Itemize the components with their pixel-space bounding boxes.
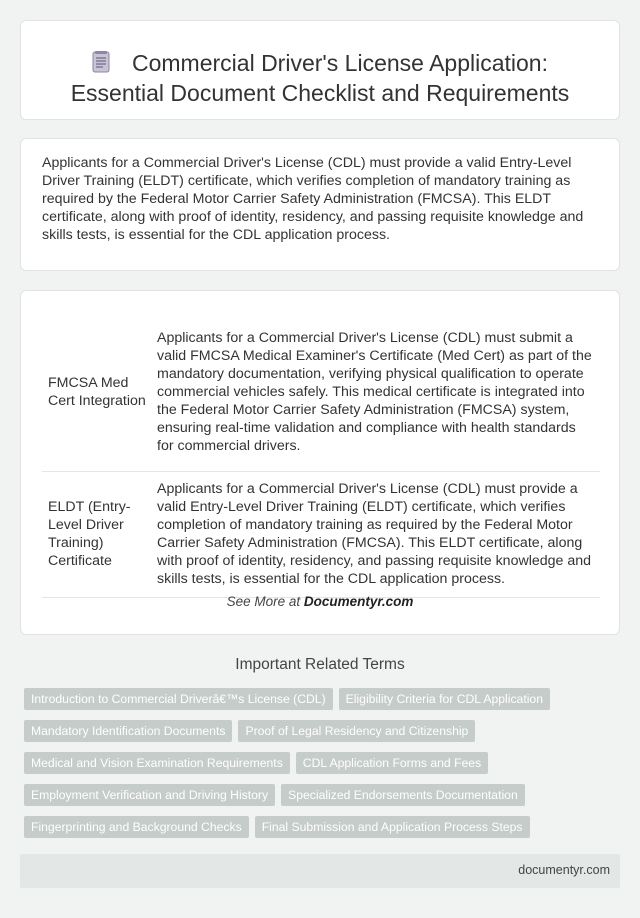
related-term-tag[interactable]: Introduction to Commercial Driverâ€™s License (CDL) [24, 688, 333, 710]
tag-row [24, 688, 556, 710]
related-term-tag[interactable]: Final Submission and Application Process Steps [255, 816, 530, 838]
title-line-1: Commercial Driver's License Application: [132, 50, 548, 76]
related-term-tag[interactable]: CDL Application Forms and Fees [296, 752, 488, 774]
related-term-tag[interactable]: Mandatory Identification Documents [24, 720, 232, 742]
related-term-tag[interactable]: Fingerprinting and Background Checks [24, 816, 249, 838]
related-term-tag[interactable]: Specialized Endorsements Documentation [281, 784, 525, 806]
table-row [42, 471, 600, 597]
title-line-2: Essential Document Checklist and Requirements [70, 80, 570, 106]
related-terms-heading: Important Related Terms [235, 656, 405, 673]
description-cell: Applicants for a Commercial Driver's License (CDL) must submit a valid FMCSA Medical Examiner's Certificate (Med Cert) as part of the mandatory documentation, verifying physical qualification to operate commercial vehicles safely. This medical certificate is integrated into the Federal Motor Carrier Safety Administration (FMCSA) system, ensuring real-time validation and compliance with health standards for commercial drivers. [153, 314, 600, 471]
table-row [42, 314, 600, 471]
related-term-tag[interactable]: Eligibility Criteria for CDL Application [339, 688, 550, 710]
tag-row [24, 816, 536, 838]
term-cell: FMCSA Med Cert Integration [42, 314, 153, 471]
intro-card [20, 138, 620, 271]
title-card [20, 20, 620, 120]
related-term-tag[interactable]: Employment Verification and Driving History [24, 784, 275, 806]
see-more-prefix: See More at [226, 594, 304, 609]
related-term-tag[interactable]: Medical and Vision Examination Requirements [24, 752, 290, 774]
terms-table-card [20, 290, 620, 635]
page-title [21, 48, 619, 108]
footer [20, 854, 620, 888]
document-icon [92, 51, 110, 73]
footer-site-link[interactable]: documentyr.com [518, 863, 610, 877]
see-more-link[interactable] [21, 594, 619, 609]
related-term-tag[interactable]: Proof of Legal Residency and Citizenship [238, 720, 475, 742]
tag-row [24, 720, 481, 742]
see-more-site[interactable]: Documentyr.com [303, 594, 414, 609]
intro-text: Applicants for a Commercial Driver's License (CDL) must provide a valid Entry-Level Driver Training (ELDT) certificate, which verifies completion of mandatory training as required by the Federal Motor Carrier Safety Administration (FMCSA). This ELDT certificate, along with proof of identity, residency, and passing requisite knowledge and skills tests, is essential for the CDL application process. [42, 155, 584, 243]
terms-table [42, 314, 600, 598]
tag-row [24, 784, 531, 806]
term-cell: ELDT (Entry-Level Driver Training) Certificate [42, 471, 153, 597]
description-cell: Applicants for a Commercial Driver's License (CDL) must provide a valid Entry-Level Driver Training (ELDT) certificate, which verifies completion of mandatory training as required by the Federal Motor Carrier Safety Administration (FMCSA). This ELDT certificate, along with proof of identity, residency, and passing requisite knowledge and skills tests, is essential for the CDL application process. [153, 471, 600, 597]
tag-row [24, 752, 494, 774]
